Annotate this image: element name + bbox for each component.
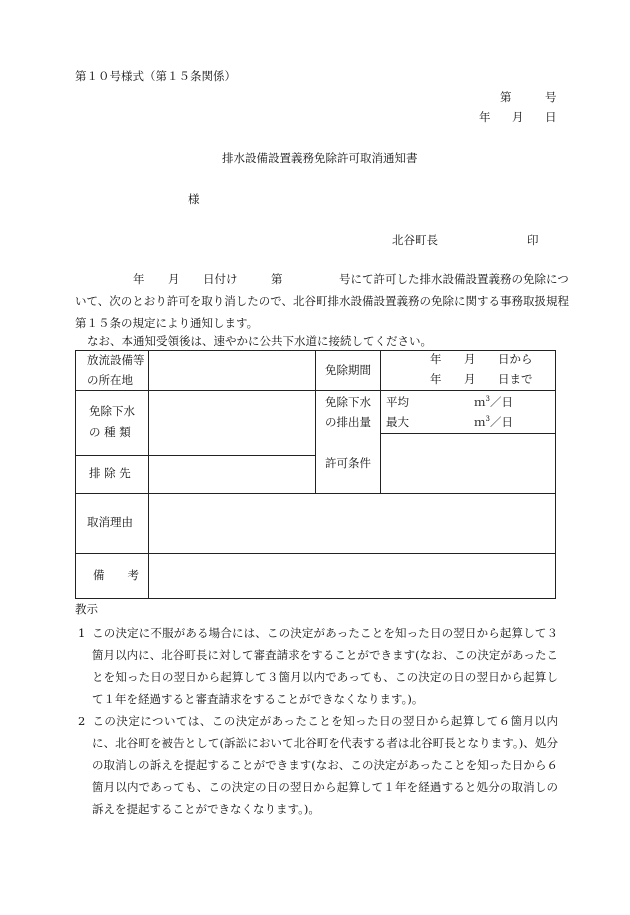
body-line3: 第１５条の規定により通知します。	[75, 316, 259, 330]
period-to-day: 日まで	[498, 372, 533, 386]
location-label-line1: 放流設備等	[87, 353, 145, 367]
instruction-item-2-number: 2	[78, 714, 86, 728]
date-year: 年	[479, 110, 491, 124]
instruction-item-1-number: 1	[78, 626, 86, 640]
body-note: なお、本通知受領後は、速やかに公共下水道に接続してください。	[87, 334, 432, 348]
period-from-day: 日から	[498, 352, 533, 366]
discharge-max-label: 最大	[386, 415, 409, 429]
body-day: 日付け	[203, 272, 238, 286]
cancel-reason-label: 取消理由	[87, 515, 133, 529]
sewage-type-label-line2: の 種 類	[89, 425, 131, 439]
body-line1-text: 号にて許可した排水設備設置義務の免除につ	[339, 272, 569, 286]
form-number: 第１０号様式（第１５条関係）	[75, 69, 236, 83]
period-to-month: 月	[464, 372, 476, 386]
body-number-prefix: 第	[271, 272, 283, 286]
body-line2: いて、次のとおり許可を取り消したので、北谷町排水設備設置義務の免除に関する事務取扱規程	[75, 294, 570, 308]
discharge-label-line2: の排出量	[325, 415, 371, 429]
document-title: 排水設備設置義務免除許可取消通知書	[222, 151, 418, 165]
instruction-item-2	[78, 710, 558, 820]
body-month: 月	[168, 272, 180, 286]
remarks-label: 備 考	[93, 568, 139, 582]
addressee-suffix: 様	[188, 192, 200, 206]
discharge-avg-unit: ｍ$^3$／日	[474, 394, 513, 409]
body-year: 年	[133, 272, 145, 286]
conditions-label: 許可条件	[325, 456, 371, 470]
discharge-label-line1: 免除下水	[325, 395, 371, 409]
instruction-item-2-text: この決定については、この決定があったことを知った日の翌日から起算して６箇月以内に、北谷町を被告として(訴訟において北谷町を代表する者は北谷町長となります。)、処分の取消しの訴えを提起することができます(なお、この決定があったことを知った日から６箇月以内であっても、この決定の日の翌日から起算して１年を経過すると処分の取消しの訴えを提起することができなくなります。)。	[92, 714, 558, 816]
details-table	[75, 350, 556, 599]
destination-label: 排 除 先	[89, 466, 131, 480]
instruction-heading: 教示	[75, 602, 98, 616]
doc-number-prefix: 第	[500, 90, 512, 104]
period-to-year: 年	[430, 372, 442, 386]
period-from-year: 年	[430, 352, 442, 366]
instruction-item-1-text: この決定に不服がある場合には、この決定があったことを知った日の翌日から起算して３箇月以内に、北谷町長に対して審査請求をすることができます(なお、この決定があったことを知った日の翌日から起算して３箇月以内であっても、この決定の日の翌日から起算して１年を経過すると審査請求をすることができなくなります。)。	[92, 626, 558, 706]
date-month: 月	[512, 110, 524, 124]
discharge-avg-label: 平均	[386, 395, 409, 409]
period-label: 免除期間	[325, 363, 371, 377]
issuer-seal: 印	[527, 233, 539, 247]
instruction-item-1	[78, 622, 558, 710]
location-label-line2: の所在地	[87, 373, 133, 387]
sewage-type-label-line1: 免除下水	[89, 404, 135, 418]
period-from-month: 月	[464, 352, 476, 366]
discharge-max-unit: ｍ$^3$／日	[474, 414, 513, 429]
issuer-name: 北谷町長	[392, 233, 438, 247]
doc-number-suffix: 号	[545, 90, 557, 104]
date-day: 日	[545, 110, 557, 124]
